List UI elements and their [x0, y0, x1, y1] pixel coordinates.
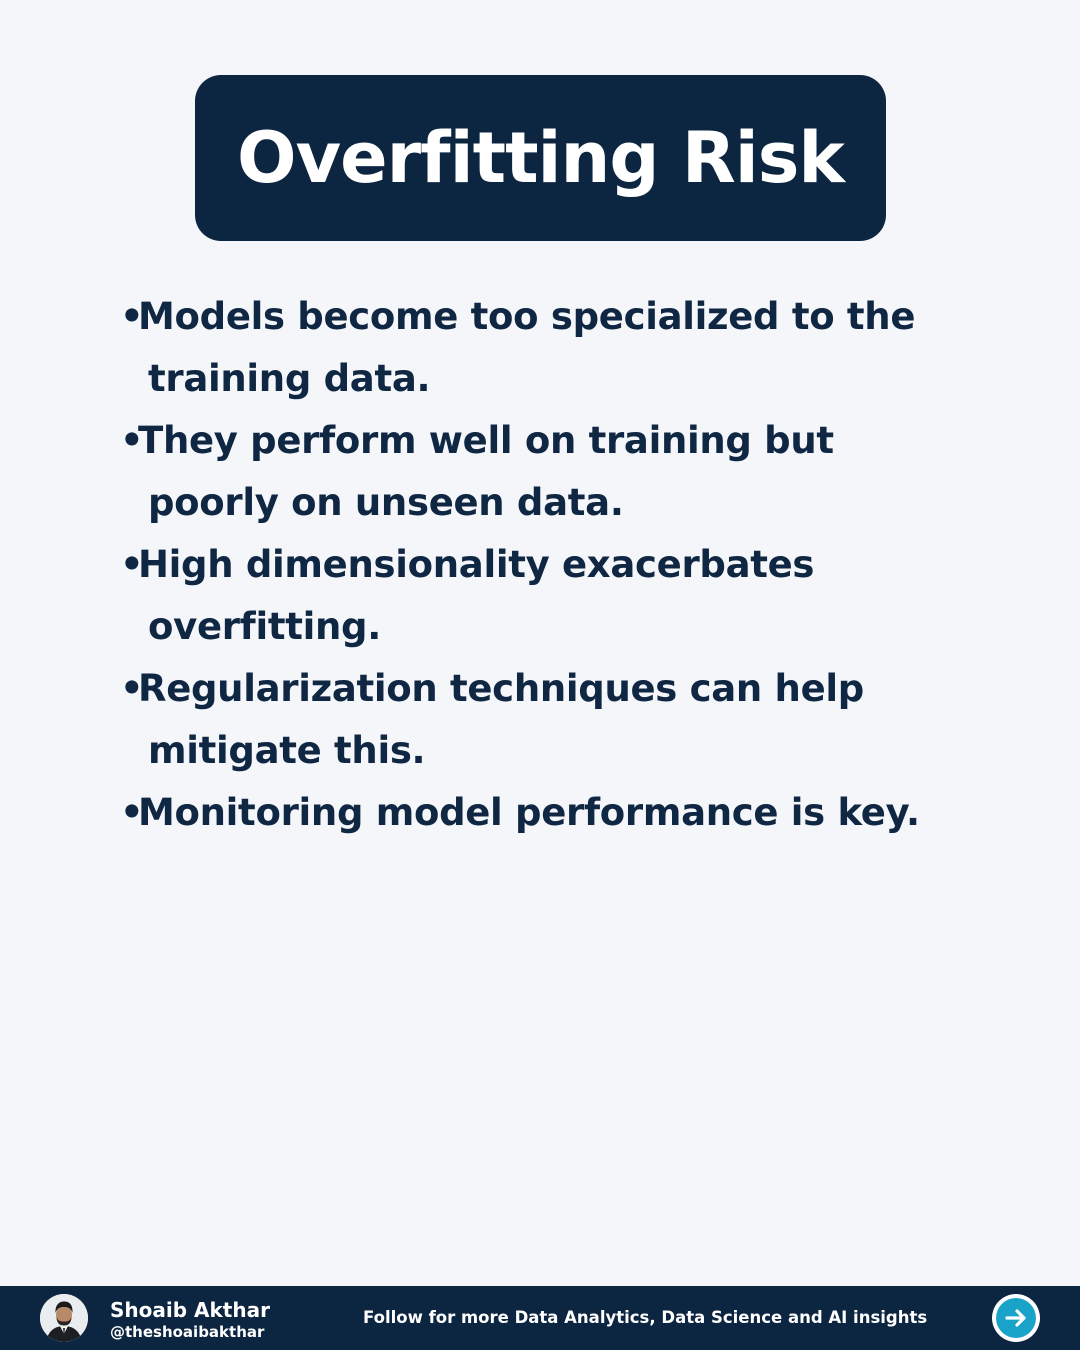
next-slide-button[interactable]: [992, 1294, 1040, 1342]
bullet-icon: •: [120, 295, 144, 338]
bullet-icon: •: [120, 791, 144, 834]
list-item-text: They perform well on training but poorly on unseen data.: [138, 419, 834, 524]
list-item-text: High dimensionality exacerbates overfitting.: [138, 543, 815, 648]
list-item-text: Regularization techniques can help mitigate this.: [138, 667, 864, 772]
bullet-icon: •: [120, 667, 144, 710]
list-item-text: Models become too specialized to the training data.: [138, 295, 916, 400]
author-handle: @theshoaibakthar: [110, 1323, 265, 1341]
follow-cta-text: Follow for more Data Analytics, Data Science and AI insights: [363, 1308, 928, 1327]
footer-bar: [0, 1286, 1080, 1350]
arrow-right-icon: [1002, 1304, 1030, 1332]
bullet-icon: •: [120, 543, 144, 586]
page-title: Overfitting Risk: [237, 117, 844, 199]
bullet-list: [120, 286, 960, 844]
list-item: [120, 782, 960, 844]
author-name: Shoaib Akthar: [110, 1298, 270, 1322]
list-item-text: Monitoring model performance is key.: [138, 791, 920, 834]
arrow-right-circle-icon: [996, 1298, 1036, 1338]
list-item: [120, 534, 960, 658]
title-banner: [195, 75, 886, 241]
list-item: [120, 410, 960, 534]
bullet-icon: •: [120, 419, 144, 462]
avatar: [40, 1294, 88, 1342]
avatar-portrait-icon: [40, 1294, 88, 1342]
list-item: [120, 658, 960, 782]
list-item: [120, 286, 960, 410]
